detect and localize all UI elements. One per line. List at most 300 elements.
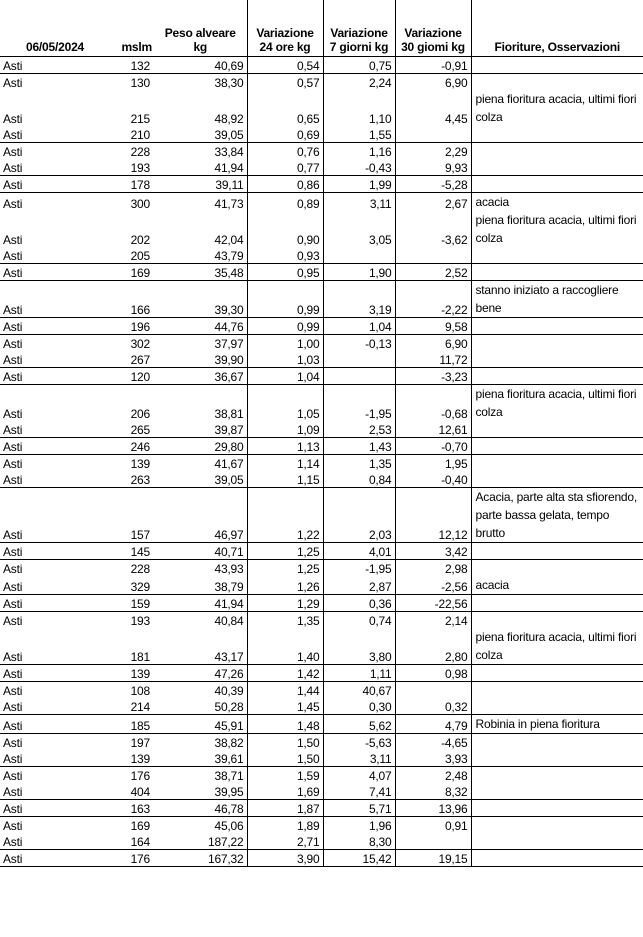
cell-altitude: 228 xyxy=(130,145,150,159)
cell-notes xyxy=(471,543,643,560)
cell-notes xyxy=(471,767,643,784)
cell-weight: 45,06 xyxy=(154,817,247,834)
cell-location: Asti xyxy=(0,628,110,665)
cell-altitude: 145 xyxy=(110,543,154,560)
cell-location: Asti xyxy=(0,57,110,74)
cell-var-24h: 0,77 xyxy=(247,159,323,176)
cell-weight: 40,84 xyxy=(154,612,247,629)
cell-weight: 40,71 xyxy=(154,543,247,560)
cell-var-24h: 1,15 xyxy=(247,471,323,488)
cell-weight: 44,76 xyxy=(154,318,247,335)
cell-var-7d: 1,16 xyxy=(323,143,395,160)
cell-var-24h: 1,00 xyxy=(247,335,323,352)
cell-var-24h: 0,89 xyxy=(247,193,323,212)
cell-var-7d: 3,11 xyxy=(323,193,395,212)
cell-altitude: 300 xyxy=(130,197,150,211)
cell-notes xyxy=(471,783,643,800)
cell-weight: 187,22 xyxy=(154,833,247,850)
cell-var-24h: 2,71 xyxy=(247,833,323,850)
cell-var-24h: 0,65 xyxy=(247,90,323,126)
cell-weight: 39,95 xyxy=(154,783,247,800)
cell-var-30d: 2,67 xyxy=(395,193,471,212)
cell-notes xyxy=(471,318,643,335)
cell-var-7d: 2,24 xyxy=(323,74,395,91)
cell-var-24h: 0,99 xyxy=(247,318,323,335)
cell-var-24h: 1,45 xyxy=(247,698,323,715)
cell-location: Asti xyxy=(0,750,110,767)
cell-var-24h: 0,76 xyxy=(247,143,323,160)
cell-var-30d: 12,12 xyxy=(395,488,471,543)
header-var-7d: Variazione 7 giorni kg xyxy=(323,0,395,57)
cell-weight: 45,91 xyxy=(154,715,247,734)
cell-location: Asti xyxy=(3,112,23,126)
cell-altitude: 265 xyxy=(110,421,154,438)
cell-weight: 43,17 xyxy=(154,628,247,665)
cell-altitude: 139 xyxy=(110,665,154,682)
table-body xyxy=(0,57,643,867)
cell-altitude: 130 xyxy=(130,76,150,90)
cell-altitude: 164 xyxy=(110,833,154,850)
cell-var-7d: 8,30 xyxy=(323,833,395,850)
cell-weight: 43,93 xyxy=(154,560,247,577)
header-weight: Peso alveare kg xyxy=(154,0,247,57)
cell-notes xyxy=(471,833,643,850)
cell-location: Asti xyxy=(3,769,23,783)
table-row xyxy=(0,734,643,751)
table-row xyxy=(0,318,643,335)
cell-var-7d: 3,05 xyxy=(323,211,395,247)
cell-var-7d: 15,42 xyxy=(323,850,395,867)
cell-weight: 41,94 xyxy=(154,595,247,612)
cell-altitude: 246 xyxy=(110,438,154,455)
cell-var-30d: -22,56 xyxy=(395,595,471,612)
cell-location: Asti xyxy=(3,337,23,351)
cell-var-30d: 6,90 xyxy=(395,335,471,352)
cell-var-7d: 2,87 xyxy=(323,576,395,595)
cell-var-30d: 6,90 xyxy=(395,74,471,91)
cell-notes xyxy=(471,471,643,488)
cell-var-7d: 1,96 xyxy=(323,817,395,834)
cell-var-7d: 4,07 xyxy=(323,767,395,784)
cell-altitude: 193 xyxy=(130,614,150,628)
table-row xyxy=(0,351,643,368)
cell-var-7d: 3,80 xyxy=(323,628,395,665)
cell-var-30d: 0,91 xyxy=(395,817,471,834)
cell-weight: 41,73 xyxy=(154,193,247,212)
cell-var-24h: 1,09 xyxy=(247,421,323,438)
cell-weight: 39,11 xyxy=(154,176,247,193)
cell-altitude: 176 xyxy=(130,769,150,783)
cell-var-24h: 0,99 xyxy=(247,281,323,318)
cell-weight: 35,48 xyxy=(154,264,247,281)
cell-altitude: 215 xyxy=(130,112,150,126)
cell-notes xyxy=(471,351,643,368)
cell-notes: Robinia in piena fioritura xyxy=(471,715,643,734)
cell-notes: acacia xyxy=(471,576,643,595)
cell-altitude: 108 xyxy=(130,684,150,698)
table-row xyxy=(0,817,643,834)
cell-location: Asti xyxy=(0,698,110,715)
cell-altitude: 197 xyxy=(130,736,150,750)
cell-weight: 38,30 xyxy=(154,74,247,91)
cell-altitude: 404 xyxy=(110,783,154,800)
cell-weight: 40,69 xyxy=(154,57,247,74)
cell-notes xyxy=(471,57,643,74)
cell-location: Asti xyxy=(0,176,110,193)
cell-var-30d: 4,79 xyxy=(395,715,471,734)
cell-var-30d: 2,14 xyxy=(395,612,471,629)
cell-var-30d: -0,70 xyxy=(395,438,471,455)
table-row xyxy=(0,560,643,577)
cell-altitude: 166 xyxy=(110,281,154,318)
cell-notes xyxy=(471,421,643,438)
cell-var-24h: 1,59 xyxy=(247,767,323,784)
cell-var-7d xyxy=(323,351,395,368)
cell-weight: 39,05 xyxy=(154,126,247,143)
cell-notes xyxy=(471,750,643,767)
cell-var-7d: 1,04 xyxy=(323,318,395,335)
cell-altitude: 214 xyxy=(110,698,154,715)
table-row xyxy=(0,628,643,665)
cell-notes xyxy=(471,850,643,867)
cell-weight: 40,39 xyxy=(154,682,247,699)
cell-var-7d: 3,19 xyxy=(323,281,395,318)
cell-var-30d xyxy=(395,682,471,699)
cell-var-30d: 1,95 xyxy=(395,455,471,472)
cell-notes xyxy=(471,698,643,715)
cell-var-24h: 1,87 xyxy=(247,800,323,817)
cell-var-30d xyxy=(395,126,471,143)
cell-var-7d: -1,95 xyxy=(323,385,395,422)
cell-var-30d: -3,23 xyxy=(395,368,471,385)
cell-var-24h: 1,03 xyxy=(247,351,323,368)
cell-altitude: 163 xyxy=(110,800,154,817)
table-row xyxy=(0,471,643,488)
header-var-24h: Variazione 24 ore kg xyxy=(247,0,323,57)
cell-weight: 33,84 xyxy=(154,143,247,160)
cell-location: Asti xyxy=(0,471,110,488)
cell-notes xyxy=(471,682,643,699)
cell-var-30d: -0,68 xyxy=(395,385,471,422)
cell-notes xyxy=(471,817,643,834)
cell-location: Asti xyxy=(3,407,23,421)
cell-altitude: 210 xyxy=(110,126,154,143)
table-row xyxy=(0,247,643,264)
cell-notes: Acacia, parte alta sta sfiorendo, parte bassa gelata, tempo brutto xyxy=(471,488,643,543)
table-row xyxy=(0,264,643,281)
table-row xyxy=(0,543,643,560)
cell-var-24h: 1,26 xyxy=(247,576,323,595)
cell-weight: 39,05 xyxy=(154,471,247,488)
cell-altitude: 139 xyxy=(130,457,150,471)
cell-altitude: 206 xyxy=(130,407,150,421)
cell-var-24h: 0,57 xyxy=(247,74,323,91)
cell-var-30d: 9,93 xyxy=(395,159,471,176)
cell-notes xyxy=(471,595,643,612)
cell-notes xyxy=(471,247,643,264)
cell-var-7d: 7,41 xyxy=(323,783,395,800)
cell-var-30d: 2,52 xyxy=(395,264,471,281)
cell-var-30d: -0,40 xyxy=(395,471,471,488)
cell-weight: 47,26 xyxy=(154,665,247,682)
table-row xyxy=(0,455,643,472)
cell-var-24h: 1,25 xyxy=(247,543,323,560)
cell-var-24h: 1,22 xyxy=(247,488,323,543)
cell-var-7d: -0,43 xyxy=(323,159,395,176)
cell-var-24h: 1,25 xyxy=(247,560,323,577)
cell-var-30d: -0,91 xyxy=(395,57,471,74)
table-row xyxy=(0,193,643,212)
cell-altitude: 159 xyxy=(110,595,154,612)
cell-weight: 42,04 xyxy=(154,211,247,247)
cell-altitude: 329 xyxy=(110,576,154,595)
cell-location: Asti xyxy=(0,488,110,543)
cell-var-24h: 0,95 xyxy=(247,264,323,281)
cell-weight: 41,94 xyxy=(154,159,247,176)
cell-location: Asti xyxy=(0,715,110,734)
cell-var-30d: 11,72 xyxy=(395,351,471,368)
cell-weight: 39,87 xyxy=(154,421,247,438)
cell-var-30d: 3,93 xyxy=(395,750,471,767)
table-row xyxy=(0,421,643,438)
table-row xyxy=(0,783,643,800)
cell-location: Asti xyxy=(0,783,110,800)
table-row xyxy=(0,833,643,850)
cell-location: Asti xyxy=(0,351,110,368)
cell-notes xyxy=(471,438,643,455)
cell-notes xyxy=(471,800,643,817)
table-row xyxy=(0,682,643,699)
table-row xyxy=(0,576,643,595)
cell-var-7d: 1,35 xyxy=(323,455,395,472)
cell-var-24h: 1,44 xyxy=(247,682,323,699)
cell-location: Asti xyxy=(0,281,110,318)
cell-var-30d xyxy=(395,833,471,850)
cell-location: Asti xyxy=(3,819,23,833)
cell-var-30d: 12,61 xyxy=(395,421,471,438)
cell-var-24h: 1,05 xyxy=(247,385,323,422)
cell-weight: 46,78 xyxy=(154,800,247,817)
cell-location: Asti xyxy=(3,76,23,90)
cell-var-7d: 0,30 xyxy=(323,698,395,715)
cell-var-30d: -3,62 xyxy=(395,211,471,247)
cell-weight: 29,80 xyxy=(154,438,247,455)
cell-notes xyxy=(471,126,643,143)
cell-altitude: 120 xyxy=(110,368,154,385)
cell-var-7d: 2,03 xyxy=(323,488,395,543)
table-row xyxy=(0,57,643,74)
cell-var-24h: 1,42 xyxy=(247,665,323,682)
cell-notes xyxy=(471,455,643,472)
cell-var-30d: 4,45 xyxy=(395,90,471,126)
cell-location: Asti xyxy=(3,145,23,159)
cell-var-24h: 0,69 xyxy=(247,126,323,143)
cell-altitude: 228 xyxy=(130,562,150,576)
cell-weight: 46,97 xyxy=(154,488,247,543)
cell-location: Asti xyxy=(0,543,110,560)
cell-notes xyxy=(471,368,643,385)
cell-weight: 38,82 xyxy=(154,734,247,751)
table-row xyxy=(0,715,643,734)
cell-altitude: 185 xyxy=(110,715,154,734)
table-row xyxy=(0,211,643,247)
cell-var-30d: 9,58 xyxy=(395,318,471,335)
table-row xyxy=(0,488,643,543)
cell-var-24h: 0,90 xyxy=(247,211,323,247)
cell-var-7d: 1,10 xyxy=(323,90,395,126)
cell-var-30d: -4,65 xyxy=(395,734,471,751)
cell-var-7d: 40,67 xyxy=(323,682,395,699)
cell-var-30d: 0,32 xyxy=(395,698,471,715)
cell-var-7d: 1,99 xyxy=(323,176,395,193)
cell-location: Asti xyxy=(0,800,110,817)
table-row xyxy=(0,126,643,143)
table-row xyxy=(0,665,643,682)
cell-var-30d: 3,42 xyxy=(395,543,471,560)
cell-notes xyxy=(471,734,643,751)
cell-var-24h: 1,04 xyxy=(247,368,323,385)
cell-var-30d: 2,98 xyxy=(395,560,471,577)
cell-var-24h: 1,50 xyxy=(247,750,323,767)
cell-weight: 38,71 xyxy=(154,767,247,784)
cell-notes xyxy=(471,612,643,629)
cell-var-24h: 0,86 xyxy=(247,176,323,193)
cell-var-7d: 2,53 xyxy=(323,421,395,438)
cell-var-7d: 1,55 xyxy=(323,126,395,143)
cell-var-30d: 13,96 xyxy=(395,800,471,817)
cell-var-7d: 0,36 xyxy=(323,595,395,612)
cell-var-7d: 4,01 xyxy=(323,543,395,560)
table-row xyxy=(0,800,643,817)
cell-var-30d: 2,80 xyxy=(395,628,471,665)
cell-weight: 167,32 xyxy=(154,850,247,867)
cell-notes: piena fioritura acacia, ultimi fiori colza xyxy=(475,92,637,124)
cell-weight: 39,61 xyxy=(154,750,247,767)
cell-altitude: 263 xyxy=(110,471,154,488)
header-altitude: mslm xyxy=(110,0,154,57)
cell-weight: 50,28 xyxy=(154,698,247,715)
cell-weight: 39,90 xyxy=(154,351,247,368)
cell-var-7d: 0,74 xyxy=(323,612,395,629)
cell-location: Asti xyxy=(3,457,23,471)
cell-notes xyxy=(471,560,643,577)
cell-altitude: 169 xyxy=(110,264,154,281)
cell-var-30d: 2,48 xyxy=(395,767,471,784)
cell-weight: 36,67 xyxy=(154,368,247,385)
table-row xyxy=(0,767,643,784)
cell-notes xyxy=(471,74,643,91)
cell-location: Asti xyxy=(0,576,110,595)
cell-notes xyxy=(471,264,643,281)
table-row xyxy=(0,438,643,455)
cell-location: Asti xyxy=(0,850,110,867)
cell-var-7d: 0,75 xyxy=(323,57,395,74)
cell-altitude: 181 xyxy=(110,628,154,665)
table-row xyxy=(0,90,643,126)
cell-var-24h: 1,40 xyxy=(247,628,323,665)
cell-var-7d xyxy=(323,247,395,264)
cell-location: Asti xyxy=(0,438,110,455)
cell-var-30d: 19,15 xyxy=(395,850,471,867)
cell-notes xyxy=(471,665,643,682)
cell-notes xyxy=(471,335,643,352)
cell-var-24h: 1,48 xyxy=(247,715,323,734)
table-row xyxy=(0,368,643,385)
cell-altitude: 202 xyxy=(130,233,150,247)
cell-var-24h: 1,14 xyxy=(247,455,323,472)
cell-var-30d: -2,22 xyxy=(395,281,471,318)
cell-notes xyxy=(471,159,643,176)
table-row xyxy=(0,750,643,767)
cell-weight: 48,92 xyxy=(154,90,247,126)
cell-var-30d xyxy=(395,247,471,264)
header-date: 06/05/2024 xyxy=(0,0,110,57)
table-row xyxy=(0,281,643,318)
cell-var-7d xyxy=(323,368,395,385)
cell-location: Asti xyxy=(0,247,110,264)
table-row xyxy=(0,850,643,867)
cell-notes: acacia xyxy=(475,195,509,209)
table-row xyxy=(0,176,643,193)
cell-var-24h: 1,13 xyxy=(247,438,323,455)
cell-altitude: 302 xyxy=(130,337,150,351)
table-row xyxy=(0,335,643,352)
cell-var-7d: 0,84 xyxy=(323,471,395,488)
cell-var-24h: 0,93 xyxy=(247,247,323,264)
table-header-row xyxy=(0,0,643,57)
cell-location: Asti xyxy=(3,233,23,247)
cell-weight: 38,79 xyxy=(154,576,247,595)
cell-location: Asti xyxy=(0,368,110,385)
cell-var-7d: 1,90 xyxy=(323,264,395,281)
cell-var-24h: 1,69 xyxy=(247,783,323,800)
cell-location: Asti xyxy=(0,665,110,682)
cell-notes: piena fioritura acacia, ultimi fiori colza xyxy=(475,387,637,419)
cell-var-24h: 1,29 xyxy=(247,595,323,612)
cell-location: Asti xyxy=(3,684,23,698)
cell-notes: stanno iniziato a raccogliere bene xyxy=(471,281,643,318)
cell-location: Asti xyxy=(0,126,110,143)
table-row xyxy=(0,159,643,176)
cell-var-30d: 0,98 xyxy=(395,665,471,682)
cell-location: Asti xyxy=(0,595,110,612)
cell-var-7d: 1,43 xyxy=(323,438,395,455)
cell-var-30d: -2,56 xyxy=(395,576,471,595)
cell-var-24h: 0,54 xyxy=(247,57,323,74)
cell-var-24h: 1,35 xyxy=(247,612,323,629)
cell-altitude: 176 xyxy=(110,850,154,867)
cell-var-7d: -5,63 xyxy=(323,734,395,751)
cell-altitude: 139 xyxy=(110,750,154,767)
cell-var-7d: -1,95 xyxy=(323,560,395,577)
cell-notes xyxy=(471,143,643,160)
cell-location: Asti xyxy=(0,421,110,438)
cell-altitude: 169 xyxy=(130,819,150,833)
cell-weight: 43,79 xyxy=(154,247,247,264)
cell-weight: 41,67 xyxy=(154,455,247,472)
cell-var-24h: 3,90 xyxy=(247,850,323,867)
cell-notes xyxy=(471,176,643,193)
cell-weight: 38,81 xyxy=(154,385,247,422)
cell-altitude: 267 xyxy=(110,351,154,368)
table-row xyxy=(0,612,643,629)
cell-var-7d: -0,13 xyxy=(323,335,395,352)
cell-notes: piena fioritura acacia, ultimi fiori colza xyxy=(475,213,637,245)
cell-altitude: 193 xyxy=(110,159,154,176)
table-row xyxy=(0,385,643,422)
header-var-30d: Variazione 30 giomi kg xyxy=(395,0,471,57)
cell-altitude: 178 xyxy=(110,176,154,193)
